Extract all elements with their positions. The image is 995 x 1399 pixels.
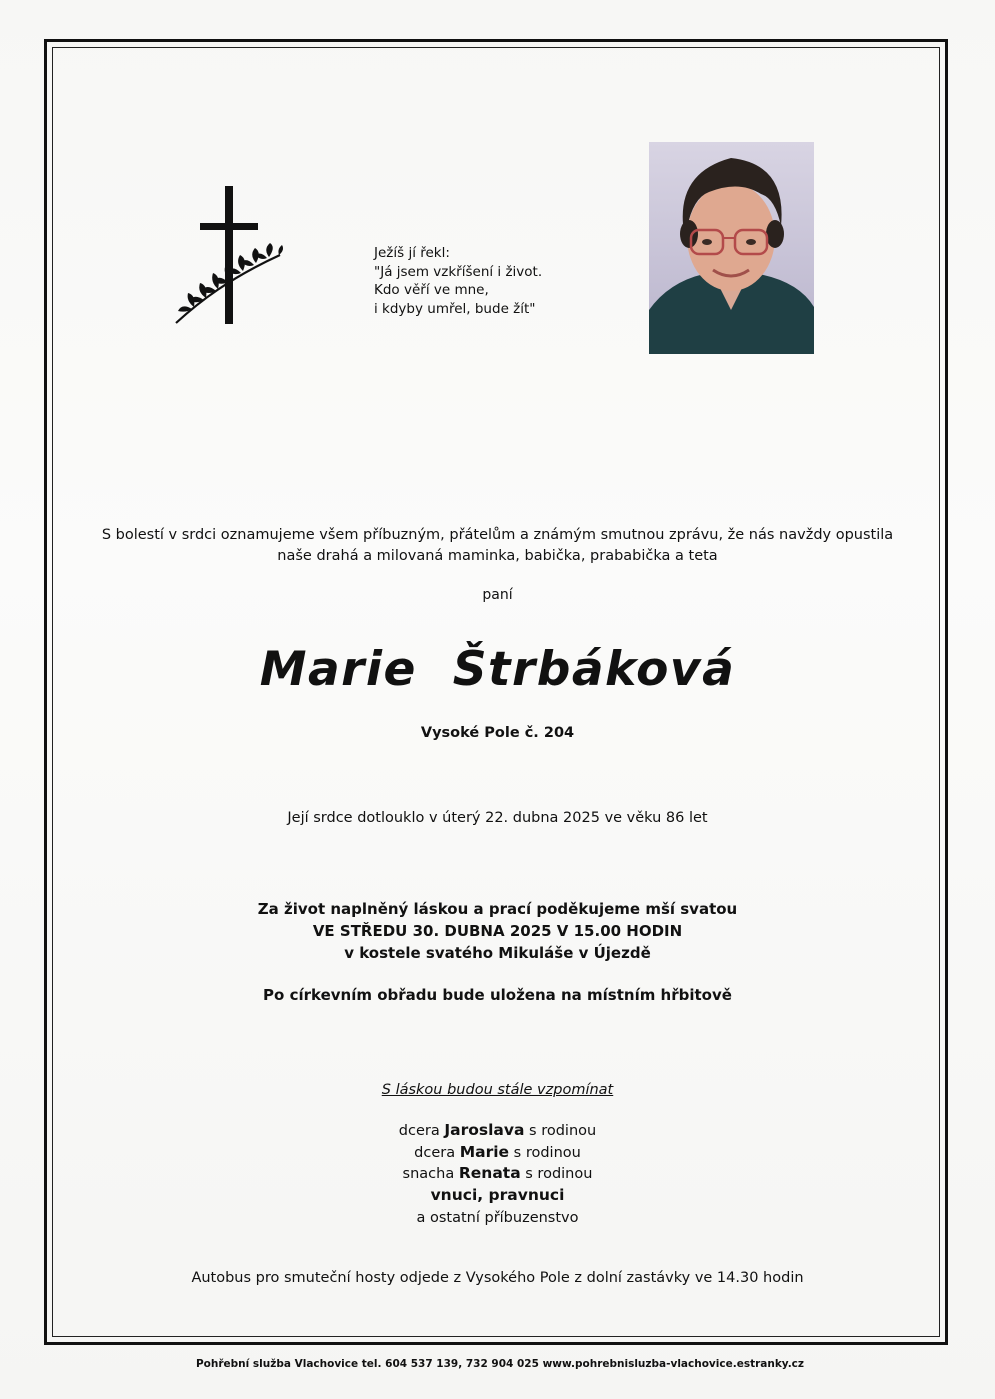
mourner-relation: a ostatní příbuzenstvo xyxy=(416,1210,579,1226)
mourner-name: Marie xyxy=(459,1143,510,1161)
bible-quote xyxy=(374,244,614,318)
mourner-suffix: s rodinou xyxy=(509,1145,581,1161)
funeral-line-2: VE STŘEDU 30. DUBNA 2025 V 15.00 HODIN xyxy=(312,922,683,940)
quote-line: Ježíš jí řekl: xyxy=(374,245,450,261)
mourner-line xyxy=(60,1164,935,1182)
honorific: paní xyxy=(482,587,513,603)
mourner-suffix: s rodinou xyxy=(520,1166,593,1182)
funeral-line-1: Za život naplněný láskou a prací poděkujeme mší svatou xyxy=(257,900,738,918)
mourner-relation: dcera xyxy=(414,1145,460,1161)
quote-line: "Já jsem vzkříšení i život. xyxy=(374,263,543,280)
mourners-heading: S láskou budou stále vzpomínat xyxy=(381,1082,614,1098)
mourner-line xyxy=(60,1208,935,1226)
portrait-photo xyxy=(649,142,814,354)
death-notice: Její srdce dotlouklo v úterý 22. dubna 2025 ve věku 86 let xyxy=(287,810,708,826)
address: Vysoké Pole č. 204 xyxy=(420,725,575,741)
mourner-line xyxy=(60,1121,935,1139)
intro-line-2: naše drahá a milovaná maminka, babička, prababička a teta xyxy=(277,548,718,564)
burial-notice: Po církevním obřadu bude uložena na místním hřbitově xyxy=(263,986,732,1004)
intro-line-1: S bolestí v srdci oznamujeme všem příbuzným, přátelům a známým smutnou zprávu, že nás navždy opustila xyxy=(101,527,894,543)
quote-line: Kdo věří ve mne, xyxy=(374,282,489,298)
funeral-service-footer: Pohřební služba Vlachovice tel. 604 537 139, 732 904 025 www.pohrebnisluzba-vlachovice.estranky.cz xyxy=(195,1358,805,1370)
mourner-name: Renata xyxy=(458,1164,521,1182)
mourner-name: vnuci, pravnuci xyxy=(430,1186,565,1204)
funeral-line-3: v kostele svatého Mikuláše v Újezdě xyxy=(344,944,651,962)
mourner-relation: dcera xyxy=(398,1123,445,1139)
cross-with-palm-icon xyxy=(170,183,290,328)
mourner-suffix: s rodinou xyxy=(524,1123,597,1139)
deceased-name: Marie Štrbáková xyxy=(259,642,736,697)
quote-line: i kdyby umřel, bude žít" xyxy=(374,300,536,317)
bus-notice: Autobus pro smuteční hosty odjede z Vysokého Pole z dolní zastávky ve 14.30 hodin xyxy=(191,1270,804,1286)
mourner-name: Jaroslava xyxy=(444,1121,525,1139)
mourner-line xyxy=(60,1186,935,1204)
mourner-relation: snacha xyxy=(402,1166,459,1182)
mourner-line xyxy=(60,1143,935,1161)
